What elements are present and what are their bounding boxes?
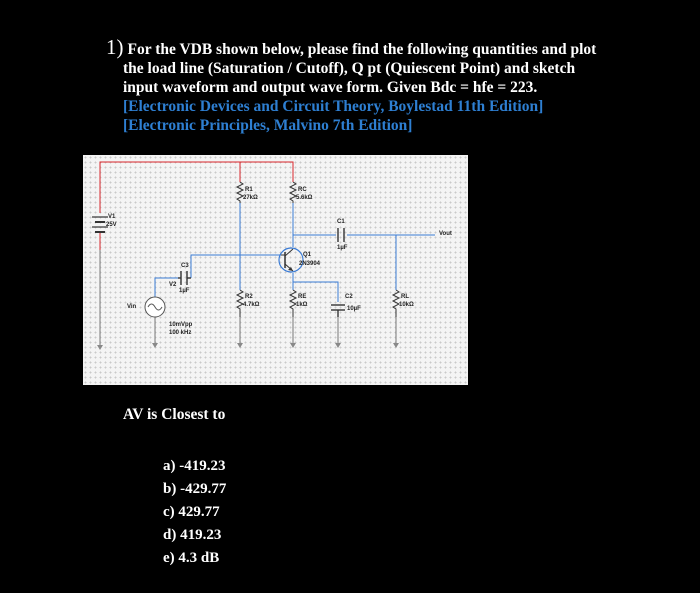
circuit-diagram xyxy=(83,155,468,385)
q1-name: Q1 xyxy=(303,252,312,258)
resistors xyxy=(237,182,399,317)
rc-name: RC xyxy=(298,187,307,193)
q1-value: 2N3904 xyxy=(299,261,321,267)
question-number: 1) xyxy=(106,35,124,59)
reference-malvino: [Electronic Principles, Malvino 7th Edition] xyxy=(123,117,413,134)
ac-source-v2 xyxy=(145,297,165,317)
av-prompt: AV is Closest to xyxy=(123,406,226,423)
rl-name: RL xyxy=(401,294,409,300)
re-name: RE xyxy=(298,294,307,300)
choice-a[interactable]: a) -419.23 xyxy=(163,458,226,474)
choice-d[interactable]: d) 419.23 xyxy=(163,527,222,543)
v1-value: 25V xyxy=(106,222,117,228)
c1-name: C1 xyxy=(337,219,345,225)
question-line-3: input waveform and output wave form. Given Bdc = hfe = 223. xyxy=(123,79,538,96)
capacitors xyxy=(178,228,345,317)
choice-c[interactable]: c) 429.77 xyxy=(163,504,220,520)
supply-rail xyxy=(100,162,293,250)
question-line-2: the load line (Saturation / Cutoff), Q pt (Quiescent Point) and sketch xyxy=(123,60,576,77)
rc-value: 5.6kΩ xyxy=(296,195,313,201)
c3-value: 1µF xyxy=(179,288,190,294)
circuit-schematic xyxy=(83,155,468,385)
ground-symbols xyxy=(97,343,399,350)
c1-value: 1µF xyxy=(337,245,348,251)
re-value: 1kΩ xyxy=(296,302,308,308)
question-line-1: For the VDB shown below, please find the following quantities and plot xyxy=(127,41,597,58)
rl-value: 10kΩ xyxy=(399,302,414,308)
v1-name: V1 xyxy=(108,214,116,220)
c3-name: C3 xyxy=(181,263,189,269)
r1-name: R1 xyxy=(245,187,253,193)
c2-value: 10µF xyxy=(347,306,361,312)
source-amplitude: 10mVpp xyxy=(169,322,193,328)
answer-choices xyxy=(163,455,226,570)
r1-value: 27kΩ xyxy=(243,195,258,201)
vin-label: Vin xyxy=(127,304,137,310)
c2-name: C2 xyxy=(345,294,353,300)
question-text xyxy=(106,35,666,135)
v2-name: V2 xyxy=(169,282,177,288)
choice-e[interactable]: e) 4.3 dB xyxy=(163,550,220,566)
r2-name: R2 xyxy=(245,294,253,300)
r2-value: 4.7kΩ xyxy=(243,302,260,308)
vout-label: Vout xyxy=(439,231,452,237)
choice-b[interactable]: b) -429.77 xyxy=(163,481,227,497)
reference-boylestad: [Electronic Devices and Circuit Theory, Boylestad 11th Edition] xyxy=(123,98,544,115)
signal-wires xyxy=(155,203,435,302)
transistor-q1 xyxy=(279,248,303,272)
source-frequency: 100 kHz xyxy=(169,330,192,336)
